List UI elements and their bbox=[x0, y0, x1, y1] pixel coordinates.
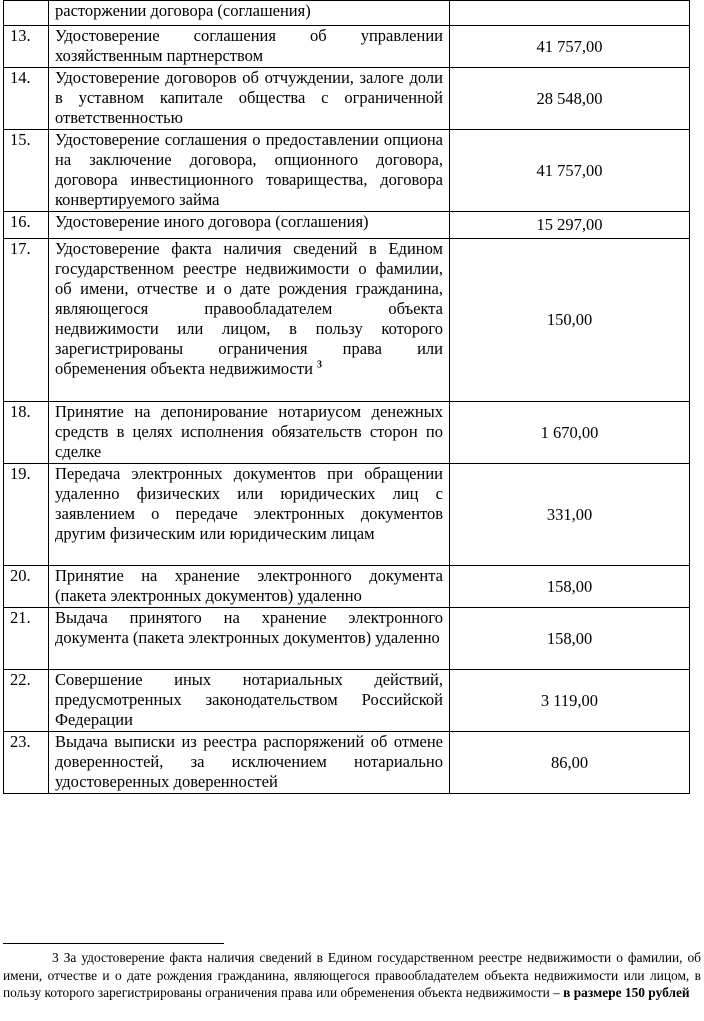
row-number: 13. bbox=[4, 26, 49, 68]
row-fee: 41 757,00 bbox=[450, 130, 690, 212]
row-number: 20. bbox=[4, 566, 49, 608]
row-description: Удостоверение соглашения о предоставлении опциона на заключение договора, опционного договора, договора инвестиционного товарищества, договора конвертируемого займа bbox=[49, 130, 450, 212]
row-number: 17. bbox=[4, 239, 49, 402]
footnote bbox=[3, 949, 701, 1002]
table-row bbox=[4, 670, 690, 732]
row-fee: 86,00 bbox=[450, 732, 690, 794]
row-fee: 150,00 bbox=[450, 239, 690, 402]
row-fee: 28 548,00 bbox=[450, 68, 690, 130]
row-description: Удостоверение договоров об отчуждении, залоге доли в уставном капитале общества с ограниченной ответственностью bbox=[49, 68, 450, 130]
row-description: Выдача выписки из реестра распоряжений об отмене доверенностей, за исключением нотариально удостоверенных доверенностей bbox=[49, 732, 450, 794]
footnote-text: За удостоверение факта наличия сведений в Едином государственном реестре недвижимости о фамилии, об имени, отчестве и о дате рождения гражданина, являющегося правообладателем объекта недвижимости или лицом, в пользу которого зарегистрированы ограничения права или обременения объекта недвижимости – bbox=[3, 950, 701, 1001]
row-number: 21. bbox=[4, 608, 49, 670]
table-row bbox=[4, 402, 690, 464]
table-row bbox=[4, 239, 690, 402]
row-fee: 1 670,00 bbox=[450, 402, 690, 464]
row-description: Совершение иных нотариальных действий, предусмотренных законодательством Российской Федерации bbox=[49, 670, 450, 732]
row-fee: 15 297,00 bbox=[450, 212, 690, 239]
table-row bbox=[4, 26, 690, 68]
row-fee: 158,00 bbox=[450, 608, 690, 670]
table-row bbox=[4, 566, 690, 608]
table-row bbox=[4, 1, 690, 26]
row-description: Выдача принятого на хранение электронного документа (пакета электронных документов) удаленно bbox=[49, 608, 450, 670]
row-fee: 158,00 bbox=[450, 566, 690, 608]
footnote-separator bbox=[3, 943, 224, 944]
row-fee: 331,00 bbox=[450, 464, 690, 566]
row-number: 16. bbox=[4, 212, 49, 239]
row-fee bbox=[450, 1, 690, 26]
row-number: 18. bbox=[4, 402, 49, 464]
row-description: Принятие на хранение электронного документа (пакета электронных документов) удаленно bbox=[49, 566, 450, 608]
row-description: Удостоверение факта наличия сведений в Едином государственном реестре недвижимости о фамилии, об имени, отчестве и о дате рождения гражданина, являющегося правообладателем объекта недвижимости или лицом, в пользу которого зарегистрированы ограничения права или обременения объекта недвижимости $^3$ bbox=[49, 239, 450, 402]
footnote-bold: в размере 150 рублей bbox=[563, 985, 690, 1001]
table-row bbox=[4, 130, 690, 212]
table-row bbox=[4, 732, 690, 794]
table-row bbox=[4, 464, 690, 566]
table-row bbox=[4, 68, 690, 130]
row-number: 19. bbox=[4, 464, 49, 566]
row-description: расторжении договора (соглашения) bbox=[49, 1, 450, 26]
row-description: Передача электронных документов при обращении удаленно физических или юридических лиц с заявлением о передаче электронных документов другим физическим или юридическим лицам bbox=[49, 464, 450, 566]
footnote-ref: 3 bbox=[317, 359, 323, 371]
footnote-mark: 3 bbox=[52, 950, 59, 965]
row-description: Удостоверение соглашения об управлении хозяйственным партнерством bbox=[49, 26, 450, 68]
row-fee: 41 757,00 bbox=[450, 26, 690, 68]
row-description: Принятие на депонирование нотариусом денежных средств в целях исполнения обязательств сторон по сделке bbox=[49, 402, 450, 464]
table-row bbox=[4, 608, 690, 670]
row-number: 23. bbox=[4, 732, 49, 794]
row-number: 14. bbox=[4, 68, 49, 130]
row-fee: 3 119,00 bbox=[450, 670, 690, 732]
row-number: 15. bbox=[4, 130, 49, 212]
table-row bbox=[4, 212, 690, 239]
row-description: Удостоверение иного договора (соглашения) bbox=[49, 212, 450, 239]
row-number bbox=[4, 1, 49, 26]
row-number: 22. bbox=[4, 670, 49, 732]
fees-table bbox=[3, 0, 690, 794]
